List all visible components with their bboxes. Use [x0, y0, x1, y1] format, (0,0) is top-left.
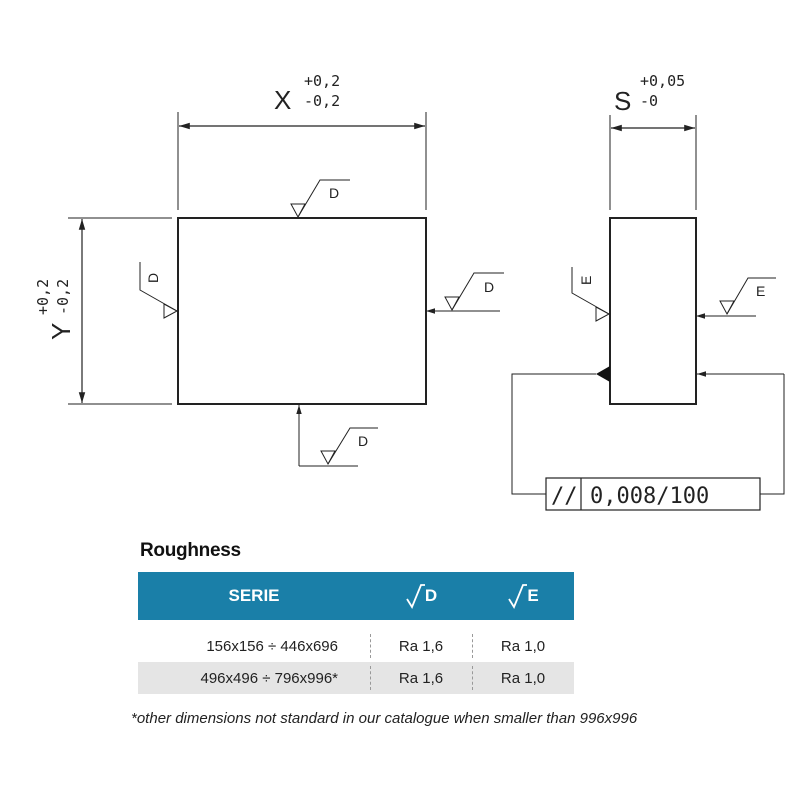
dimension-x	[178, 72, 426, 210]
header-e-label: E	[527, 586, 539, 605]
dim-x-label: X	[274, 85, 292, 115]
tolerance-value: 0,008/100	[590, 484, 710, 509]
surface-symbol-side-right	[696, 278, 776, 316]
tolerance-frame	[546, 478, 760, 510]
dim-s-upper: +0,05	[640, 72, 686, 90]
dim-x-upper: +0,2	[304, 72, 341, 90]
surface-symbol-side-left	[572, 267, 609, 321]
row-serie: 156x156 ÷ 446x696	[206, 637, 338, 655]
table-row	[138, 662, 574, 694]
dimension-y	[34, 218, 172, 404]
dim-s-label: S	[614, 86, 632, 116]
roughness-title: Roughness	[140, 540, 241, 561]
header-e	[472, 572, 574, 620]
column-divider	[370, 666, 371, 690]
row-d: Ra 1,6	[398, 669, 444, 687]
header-d	[370, 572, 472, 620]
roughness-table	[138, 572, 574, 694]
footnote: *other dimensions not standard in our catalogue when smaller than 996x996	[131, 710, 638, 727]
surface-symbol-left-label: D	[145, 272, 161, 283]
tolerance-leader	[512, 374, 784, 494]
dim-x-lower: -0,2	[304, 92, 341, 110]
surface-symbol-right	[426, 273, 504, 311]
dim-y-lower: -0,2	[54, 278, 72, 315]
column-divider	[370, 634, 371, 658]
row-d: Ra 1,6	[398, 637, 444, 655]
side-view-block	[610, 218, 696, 404]
surface-symbol-side-right-label: E	[756, 283, 766, 299]
dim-y-label: Y	[46, 322, 76, 340]
surface-symbol-right-label: D	[484, 279, 495, 295]
surface-symbol-bottom-label: D	[358, 433, 369, 449]
dim-s-lower: -0	[640, 92, 659, 110]
dim-y-upper: +0,2	[34, 278, 52, 315]
roughness-e-icon	[507, 583, 527, 609]
header-d-label: D	[424, 586, 438, 605]
front-view-block	[178, 218, 426, 404]
header-serie: SERIE	[228, 586, 280, 605]
surface-symbol-top-label: D	[329, 185, 340, 201]
surface-symbol-side-left-label: E	[578, 275, 594, 285]
surface-symbol-top	[291, 180, 350, 217]
table-row	[138, 630, 574, 662]
roughness-d-icon	[405, 583, 425, 609]
row-e: Ra 1,0	[500, 637, 546, 655]
column-divider	[472, 634, 473, 658]
table-header	[138, 572, 574, 620]
column-divider	[472, 666, 473, 690]
surface-symbol-left	[140, 262, 177, 318]
surface-symbol-bottom	[299, 405, 378, 466]
row-serie: 496x496 ÷ 796x996*	[200, 669, 338, 687]
row-e: Ra 1,0	[500, 669, 546, 687]
dimension-s	[610, 72, 696, 210]
parallelism-symbol: //	[551, 484, 578, 509]
datum-triangle	[596, 366, 610, 382]
